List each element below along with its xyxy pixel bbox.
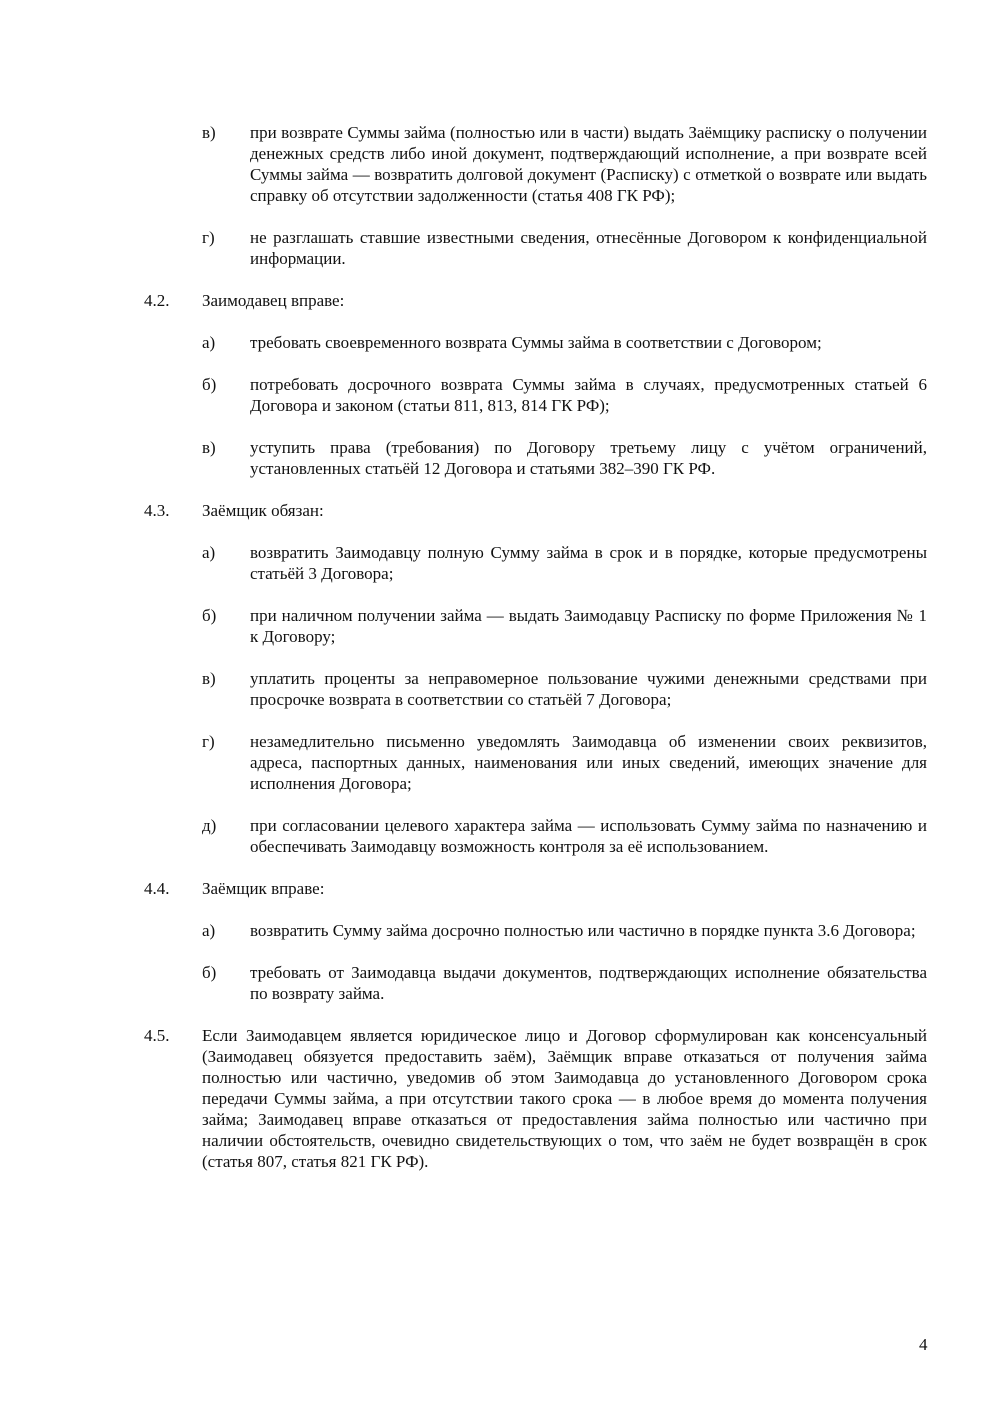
item-marker: г) — [202, 732, 215, 751]
section-4-4 — [144, 878, 927, 899]
clause-item — [144, 437, 927, 479]
item-text: при согласовании целевого характера займа — использовать Сумму займа по назначению и обеспечивать Заимодавцу возможность контроля за её использованием. — [250, 816, 927, 856]
item-text: требовать своевременного возврата Суммы займа в соответствии с Договором; — [250, 333, 822, 352]
clause-item — [144, 122, 927, 206]
clause-item — [144, 731, 927, 794]
clause-item — [144, 605, 927, 647]
clause-item — [144, 542, 927, 584]
item-text: уступить права (требования) по Договору третьему лицу с учётом ограничений, установленных статьёй 12 Договора и статьями 382–390 ГК РФ. — [250, 438, 927, 478]
section-4-5 — [144, 1025, 927, 1172]
item-marker: д) — [202, 816, 217, 835]
item-marker: в) — [202, 669, 216, 688]
section-number: 4.5. — [144, 1026, 170, 1045]
item-text: потребовать досрочного возврата Суммы займа в случаях, предусмотренных статьей 6 Договора и законом (статьи 811, 813, 814 ГК РФ); — [250, 375, 927, 415]
section-text: Если Заимодавцем является юридическое лицо и Договор сформулирован как консенсуальный (Заимодавец обязуется предоставить заём), Заёмщик вправе отказаться от получения займа полностью или частично, уведомив об этом Заимодавца до установленного Договором срока передачи Суммы займа, а при отсутствии такого срока — в любое время до момента получения займа; Заимодавец вправе отказаться от предоставления займа полностью или частично при наличии обстоятельств, очевидно свидетельствующих о том, что заём не будет возвращён в срок (статья 807, статья 821 ГК РФ). — [202, 1026, 927, 1171]
clause-item — [144, 962, 927, 1004]
section-4-2 — [144, 290, 927, 311]
clause-item — [144, 815, 927, 857]
item-text: при наличном получении займа — выдать Заимодавцу Расписку по форме Приложения № 1 к Договору; — [250, 606, 927, 646]
section-number: 4.4. — [144, 879, 170, 898]
item-text: при возврате Суммы займа (полностью или в части) выдать Заёмщику расписку о получении денежных средств либо иной документ, подтверждающий исполнение, а при возврате всей Суммы займа — возвратить долговой документ (Расписку) с отметкой о возврате или выдать справку об отсутствии задолженности (статья 408 ГК РФ); — [250, 123, 927, 205]
section-number: 4.3. — [144, 501, 170, 520]
item-marker: в) — [202, 438, 216, 457]
clause-item — [144, 668, 927, 710]
section-title: Заёмщик обязан: — [202, 501, 324, 520]
item-marker: а) — [202, 333, 216, 352]
section-number: 4.2. — [144, 291, 170, 310]
section-title: Заёмщик вправе: — [202, 879, 325, 898]
clause-item — [144, 374, 927, 416]
document-body — [144, 122, 927, 1193]
clause-item — [144, 227, 927, 269]
page-number: 4 — [919, 1335, 928, 1354]
clause-item — [144, 332, 927, 353]
item-text: незамедлительно письменно уведомлять Заимодавца об изменении своих реквизитов, адреса, паспортных данных, наименования или иных сведений, имеющих значение для исполнения Договора; — [250, 732, 927, 793]
item-marker: б) — [202, 606, 217, 625]
section-title: Заимодавец вправе: — [202, 291, 345, 310]
clause-item — [144, 920, 927, 941]
section-4-3 — [144, 500, 927, 521]
item-text: требовать от Заимодавца выдачи документов, подтверждающих исполнение обязательства по возврату займа. — [250, 963, 927, 1003]
item-marker: г) — [202, 228, 215, 247]
item-text: возвратить Сумму займа досрочно полностью или частично в порядке пункта 3.6 Договора; — [250, 921, 916, 940]
item-marker: б) — [202, 963, 217, 982]
item-text: уплатить проценты за неправомерное пользование чужими денежными средствами при просрочке возврата в соответствии со статьёй 7 Договора; — [250, 669, 927, 709]
item-marker: в) — [202, 123, 216, 142]
item-text: не разглашать ставшие известными сведения, отнесённые Договором к конфиденциальной информации. — [250, 228, 927, 268]
item-marker: а) — [202, 921, 216, 940]
item-text: возвратить Заимодавцу полную Сумму займа в срок и в порядке, которые предусмотрены статьёй 3 Договора; — [250, 543, 927, 583]
item-marker: а) — [202, 543, 216, 562]
item-marker: б) — [202, 375, 217, 394]
